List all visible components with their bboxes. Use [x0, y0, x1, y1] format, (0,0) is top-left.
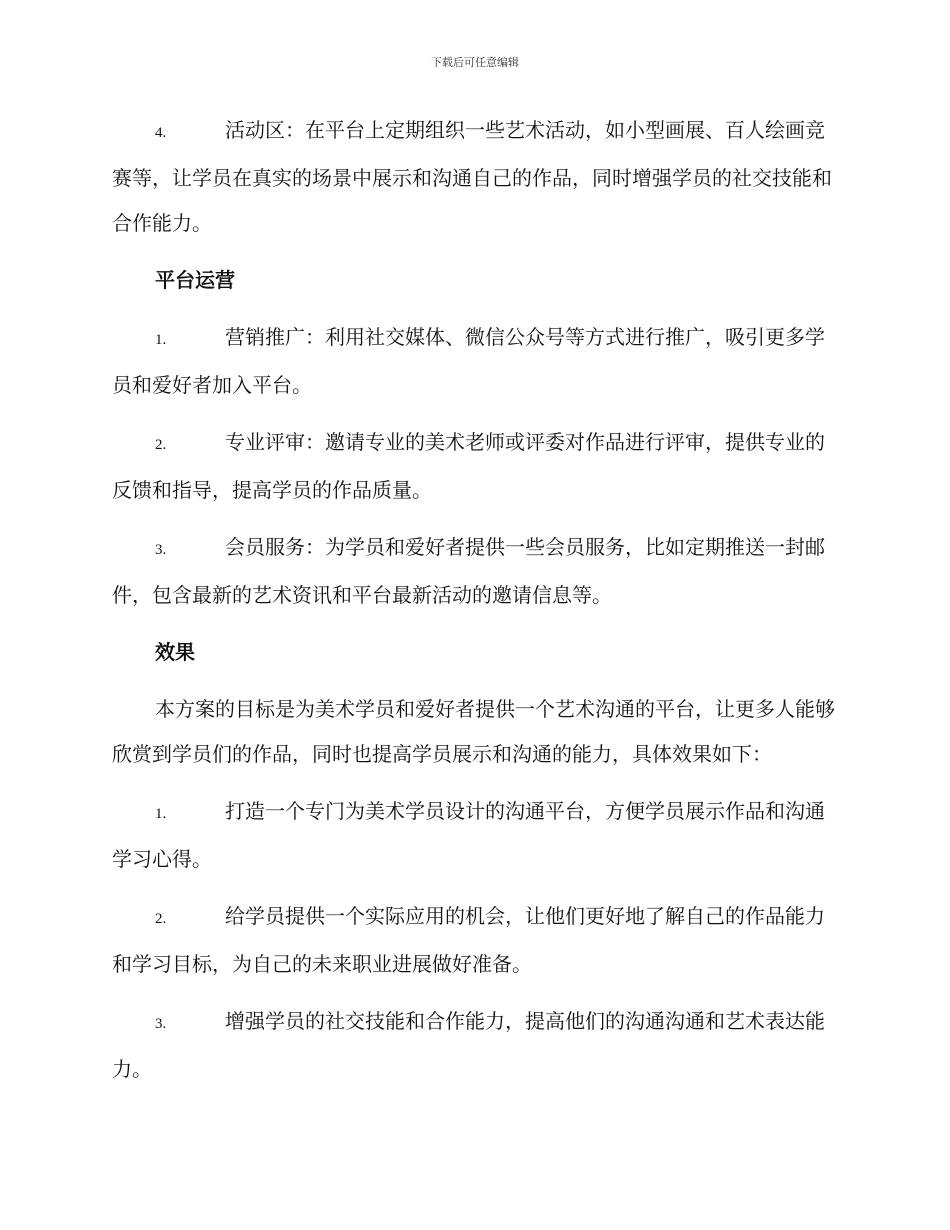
effect-intro-paragraph: 本方案的目标是为美术学员和爱好者提供一个艺术沟通的平台，让更多人能够欣赏到学员们的作品，同时也提高学员展示和沟通的能力，具体效果如下： [112, 697, 835, 766]
list-text: 会员服务：为学员和爱好者提供一些会员服务，比如定期推送一封邮件，包含最新的艺术资讯和平台最新活动的邀请信息等。 [112, 535, 825, 607]
list-item [112, 789, 838, 882]
list-text: 营销推广：利用社交媒体、微信公众号等方式进行推广，吸引更多学员和爱好者加入平台。 [112, 325, 825, 397]
list-text: 给学员提供一个实际应用的机会，让他们更好地了解自己的作品能力和学习目标，为自己的未来职业进展做好准备。 [112, 904, 825, 976]
list-item-activity [112, 108, 838, 246]
list-number: 3. [155, 542, 167, 558]
section-heading-effect: 效果 [155, 640, 195, 664]
list-item [112, 420, 838, 513]
list-text: 增强学员的社交技能和合作能力，提高他们的沟通沟通和艺术表达能力。 [112, 1009, 825, 1081]
list-number: 1. [155, 332, 167, 348]
list-item [112, 999, 838, 1092]
list-text: 打造一个专门为美术学员设计的沟通平台，方便学员展示作品和沟通学习心得。 [112, 799, 825, 871]
page-header: 下载后可任意编辑 [431, 56, 519, 69]
list-number: 2. [155, 911, 167, 927]
list-number: 4. [155, 125, 167, 141]
document-body [112, 108, 838, 1104]
list-text: 活动区：在平台上定期组织一些艺术活动，如小型画展、百人绘画竞赛等，让学员在真实的场景中展示和沟通自己的作品，同时增强学员的社交技能和合作能力。 [112, 118, 832, 235]
list-number: 3. [155, 1016, 167, 1032]
list-text: 专业评审：邀请专业的美术老师或评委对作品进行评审，提供专业的反馈和指导，提高学员的作品质量。 [112, 430, 825, 502]
list-number: 2. [155, 437, 167, 453]
list-item [112, 315, 838, 408]
list-number: 1. [155, 806, 167, 822]
list-item [112, 894, 838, 987]
section-heading-operation: 平台运营 [155, 268, 235, 292]
list-item [112, 525, 838, 618]
